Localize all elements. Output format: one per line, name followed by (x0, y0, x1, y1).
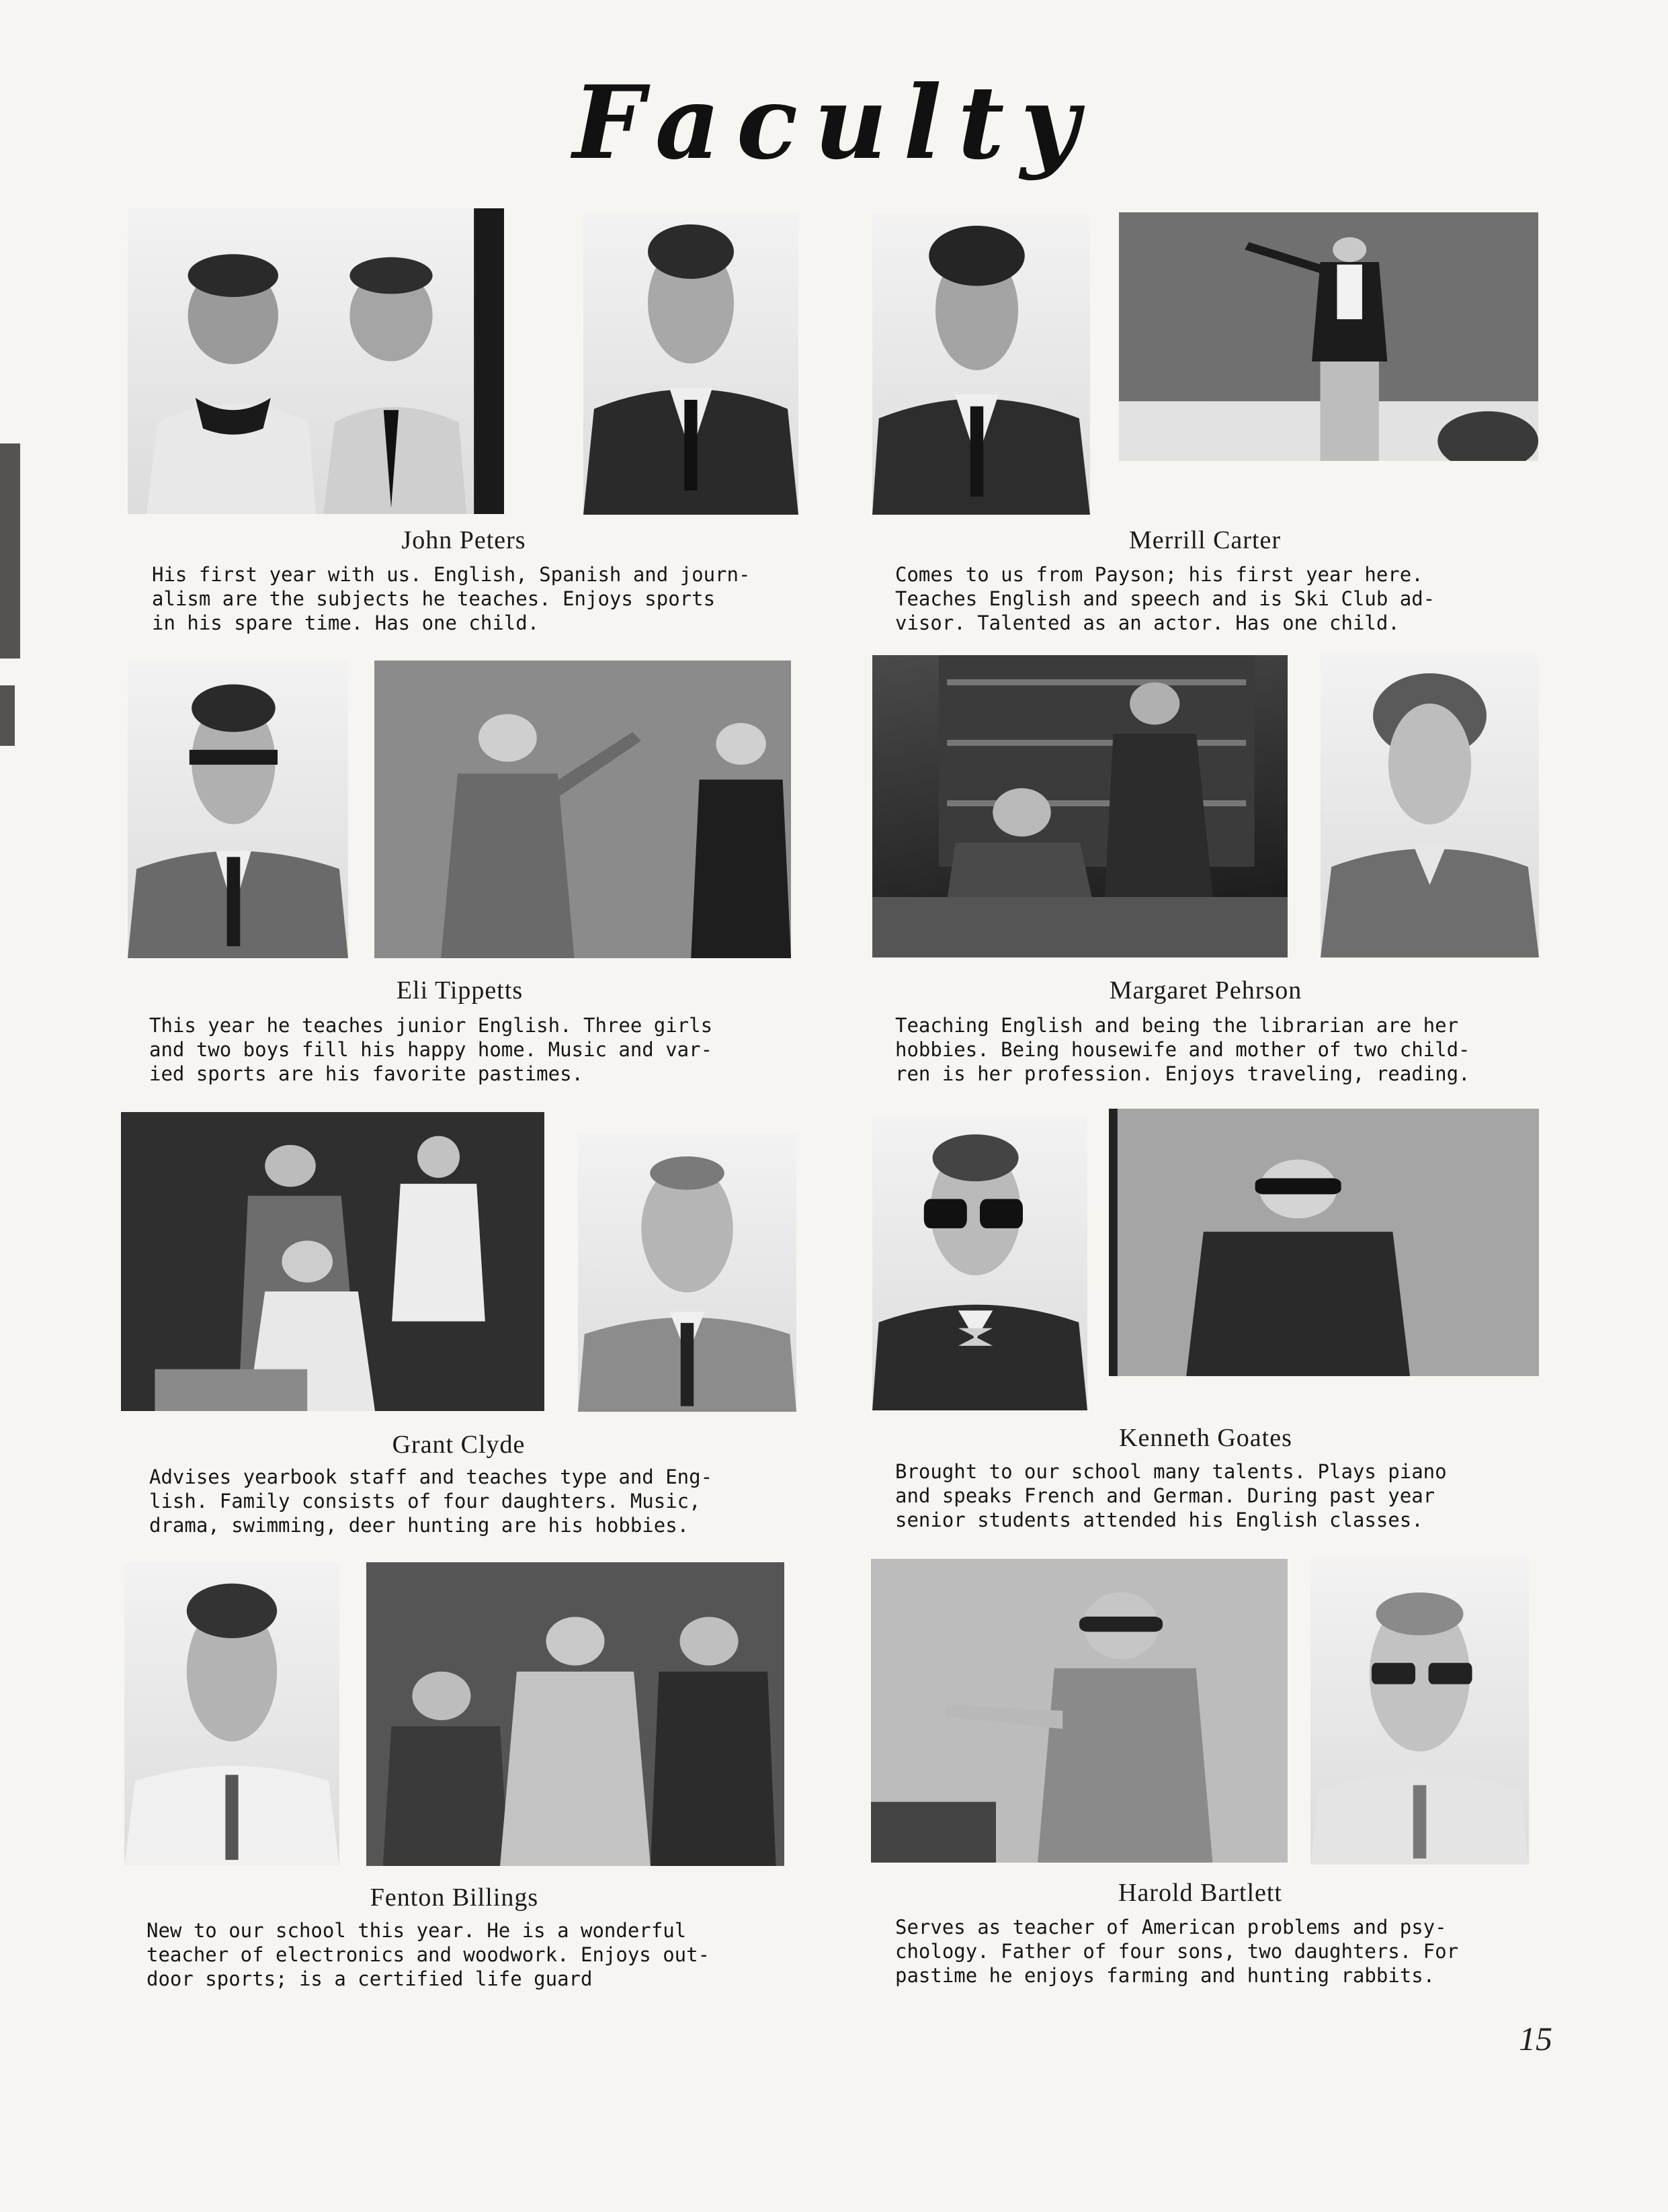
portrait-photo (128, 208, 504, 514)
classroom-photo (374, 661, 791, 958)
faculty-name: Grant Clyde (392, 1431, 526, 1459)
workshop-photo (366, 1562, 784, 1866)
bio-line: door sports; is a certified life guard (147, 1967, 593, 1990)
portrait-photo (1321, 655, 1539, 958)
portrait-photo (872, 214, 1090, 515)
faculty-bio (147, 1918, 767, 1991)
classroom-photo (1119, 212, 1538, 461)
classroom-photo (871, 1559, 1288, 1863)
classroom-photo (1109, 1109, 1539, 1376)
bio-line: and two boys fill his happy home. Music and var- (149, 1038, 713, 1061)
bio-line: Brought to our school many talents. Plays piano (895, 1460, 1447, 1483)
margin-mark (0, 443, 20, 658)
bio-line: Teaching English and being the librarian are her (895, 1014, 1459, 1037)
library-photo (872, 655, 1288, 958)
faculty-bio (895, 1459, 1516, 1532)
bio-line: His first year with us. English, Spanish and journ- (152, 563, 751, 586)
bio-line: Teaches English and speech and is Ski Club ad- (895, 587, 1435, 610)
portrait-photo (583, 212, 798, 515)
bio-line: ied sports are his favorite pastimes. (149, 1062, 584, 1085)
margin-mark (0, 685, 15, 746)
faculty-bio (895, 562, 1513, 635)
bio-line: in his spare time. Has one child. (152, 611, 540, 634)
classroom-photo (121, 1112, 544, 1411)
bio-line: drama, swimming, deer hunting are his hobbies. (149, 1514, 690, 1537)
portrait-photo (124, 1562, 339, 1866)
bio-line: and speaks French and German. During past year (895, 1484, 1435, 1507)
bio-line: Comes to us from Payson; his first year here. (895, 563, 1423, 586)
page-number: 15 (1519, 2020, 1552, 2057)
bio-line: hobbies. Being housewife and mother of two child- (895, 1038, 1470, 1061)
bio-line: alism are the subjects he teaches. Enjoys sports (152, 587, 716, 610)
faculty-bio (895, 1013, 1516, 1086)
bio-line: ren is her profession. Enjoys traveling, reading. (895, 1062, 1470, 1085)
faculty-bio (895, 1915, 1516, 1988)
page-title: Faculty (573, 64, 1095, 182)
bio-line: pastime he enjoys farming and hunting rabbits. (895, 1964, 1435, 1987)
faculty-name: John Peters (401, 526, 526, 554)
faculty-bio (149, 1465, 770, 1537)
bio-line: visor. Talented as an actor. Has one child. (895, 611, 1400, 634)
faculty-name: Fenton Billings (370, 1883, 539, 1912)
faculty-name: Margaret Pehrson (1109, 976, 1302, 1005)
bio-line: New to our school this year. He is a wonderful (147, 1919, 687, 1942)
faculty-name: Merrill Carter (1128, 526, 1282, 554)
bio-line: chology. Father of four sons, two daughters. For (895, 1940, 1459, 1963)
bio-line: lish. Family consists of four daughters. Music, (149, 1490, 701, 1513)
faculty-name: Kenneth Goates (1119, 1424, 1292, 1452)
bio-line: Advises yearbook staff and teaches type and Eng- (149, 1465, 713, 1488)
bio-line: senior students attended his English classes. (895, 1508, 1423, 1531)
bio-line: Serves as teacher of American problems and psy- (895, 1916, 1447, 1939)
portrait-photo (872, 1117, 1087, 1410)
faculty-bio (149, 1013, 773, 1086)
faculty-bio (152, 562, 773, 635)
portrait-photo (578, 1134, 796, 1412)
portrait-photo (1310, 1559, 1529, 1865)
bio-line: This year he teaches junior English. Three girls (149, 1014, 713, 1037)
bio-line: teacher of electronics and woodwork. Enjoys out- (147, 1943, 710, 1966)
portrait-photo (128, 661, 348, 958)
faculty-name: Harold Bartlett (1118, 1879, 1282, 1907)
faculty-name: Eli Tippetts (396, 976, 524, 1005)
